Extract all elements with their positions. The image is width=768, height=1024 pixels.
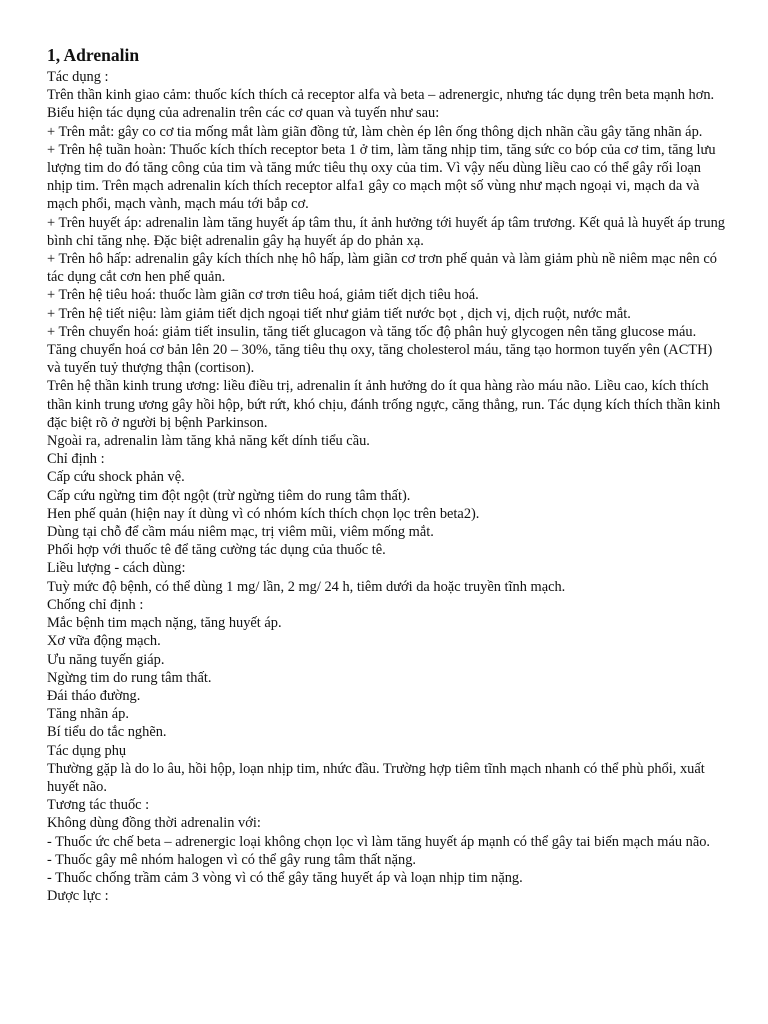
- section-heading: Chỉ định :: [47, 451, 105, 468]
- paragraph: Không dùng đồng thời adrenalin với:: [47, 815, 261, 832]
- section-heading: Chống chỉ định :: [47, 596, 144, 613]
- list-item: Dùng tại chỗ để cầm máu niêm mạc, trị viêm mũi, viêm mống mắt.: [47, 524, 434, 541]
- paragraph: Ngoài ra, adrenalin làm tăng khả năng kết dính tiểu cầu.: [47, 433, 370, 450]
- list-item: Xơ vữa động mạch.: [47, 633, 161, 650]
- document-body: [47, 68, 727, 905]
- list-item: Tăng nhãn áp.: [47, 706, 129, 723]
- list-item: - Thuốc ức chế beta – adrenergic loại không chọn lọc vì làm tăng huyết áp mạnh có thể gây tai biến mạch máu não.: [47, 833, 711, 850]
- list-item: Ngừng tim do rung tâm thất.: [47, 669, 212, 686]
- list-item: Bí tiểu do tắc nghẽn.: [47, 724, 167, 741]
- section-heading: Tương tác thuốc :: [47, 797, 150, 814]
- list-item: Cấp cứu shock phản vệ.: [47, 469, 185, 486]
- section-heading: Liều lượng - cách dùng:: [47, 560, 186, 577]
- list-item: Đái tháo đường.: [47, 687, 141, 704]
- document-title: 1, Adrenalin: [47, 45, 140, 65]
- list-item: - Thuốc gây mê nhóm halogen vì có thể gây rung tâm thất nặng.: [47, 851, 416, 868]
- paragraph: + Trên huyết áp: adrenalin làm tăng huyết áp tâm thu, ít ảnh hưởng tới huyết áp tâm trương. Kết quả là huyết áp trung bình chỉ tăng nhẹ. Đặc biệt adrenalin gây hạ huyết áp do phản xạ.: [47, 214, 725, 249]
- list-item: Ưu năng tuyến giáp.: [47, 651, 165, 668]
- list-item: Mắc bệnh tim mạch nặng, tăng huyết áp.: [47, 615, 282, 632]
- list-item: - Thuốc chống trầm cảm 3 vòng vì có thể gây tăng huyết áp và loạn nhịp tim nặng.: [47, 869, 523, 886]
- list-item: Phối hợp với thuốc tê để tăng cường tác dụng của thuốc tê.: [47, 542, 386, 559]
- section-heading: Dược lực :: [47, 888, 109, 905]
- paragraph: + Trên hệ tiêu hoá: thuốc làm giãn cơ trơn tiêu hoá, giảm tiết dịch tiêu hoá.: [47, 287, 479, 304]
- list-item: Hen phế quản (hiện nay ít dùng vì có nhóm kích thích chọn lọc trên beta2).: [47, 505, 480, 522]
- paragraph: + Trên hô hấp: adrenalin gây kích thích nhẹ hô hấp, làm giãn cơ trơn phế quản và làm giảm phù nề niêm mạc nên có tác dụng cắt cơn hen phế quản.: [47, 251, 717, 286]
- section-heading: Tác dụng phụ: [47, 742, 127, 759]
- paragraph: Trên thần kinh giao cảm: thuốc kích thích cả receptor alfa và beta – adrenergic, nhưng tác dụng trên beta mạnh hơn. Biểu hiện tác dụng của adrenalin trên các cơ quan và tuyến như sau:: [47, 87, 715, 122]
- paragraph: + Trên hệ tiết niệu: làm giảm tiết dịch ngoại tiết như giảm tiết nước bọt , dịch vị, dịch ruột, nước mắt.: [47, 305, 631, 322]
- paragraph: + Trên chuyển hoá: giảm tiết insulin, tăng tiết glucagon và tăng tốc độ phân huỷ glycogen nên tăng glucose máu. Tăng chuyển hoá cơ bản lên 20 – 30%, tăng tiêu thụ oxy, tăng cholesterol máu, tăng tạo hormon tuyến yên (ACTH) và tuyến tuỷ thượng thận (cortison).: [47, 323, 713, 377]
- paragraph: Thường gặp là do lo âu, hồi hộp, loạn nhịp tim, nhức đầu. Trường hợp tiêm tĩnh mạch nhanh có thể phù phổi, xuất huyết não.: [47, 760, 705, 795]
- list-item: Cấp cứu ngừng tim đột ngột (trừ ngừng tiêm do rung tâm thất).: [47, 487, 411, 504]
- paragraph: Tác dụng :: [47, 69, 109, 85]
- paragraph: + Trên hệ tuần hoàn: Thuốc kích thích receptor beta 1 ở tim, làm tăng nhịp tim, tăng sức co bóp của cơ tim, tăng lưu lượng tim do đó tăng công của tim và tăng mức tiêu thụ oxy của tim. Vì vậy nếu dùng liều cao có thể gây rối loạn nhịp tim. Trên mạch adrenalin kích thích receptor alfa1 gây co mạch một số vùng như mạch ngoại vi, mạch da và mạch phổi, mạch vành, mạch máu tới bắp cơ.: [47, 141, 716, 213]
- paragraph: Trên hệ thần kinh trung ương: liều điều trị, adrenalin ít ảnh hưởng do ít qua hàng rào máu não. Liều cao, kích thích thần kinh trung ương gây hồi hộp, bứt rứt, khó chịu, đánh trống ngực, căng thẳng, run. Tác dụng kích thích thần kinh đặc biệt rõ ở người bị bệnh Parkinson.: [47, 378, 721, 431]
- paragraph: Tuỳ mức độ bệnh, có thể dùng 1 mg/ lần, 2 mg/ 24 h, tiêm dưới da hoặc truyền tĩnh mạch.: [47, 578, 566, 595]
- document-page: [47, 44, 727, 905]
- paragraph: + Trên mắt: gây co cơ tia mống mắt làm giãn đồng tử, làm chèn ép lên ống thông dịch nhãn cầu gây tăng nhãn áp.: [47, 123, 703, 140]
